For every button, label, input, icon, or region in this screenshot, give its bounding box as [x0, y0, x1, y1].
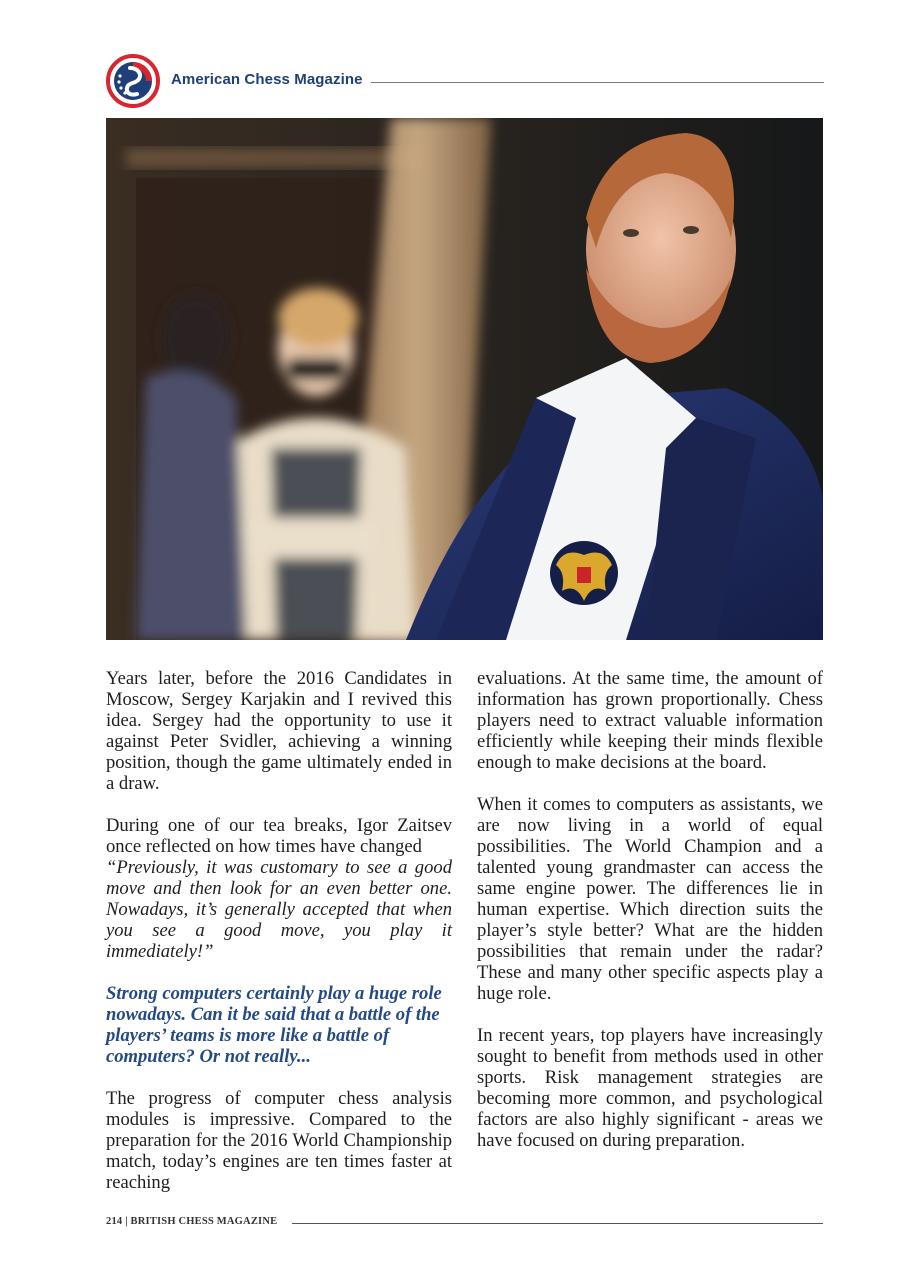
article-left-column — [106, 668, 452, 1214]
paragraph: In recent years, top players have increasingly sought to benefit from methods used in other sports. Risk management strategies are becoming more common, and psychological factors are also highly significant - areas we have focused on during preparation. — [477, 1025, 823, 1151]
paragraph: evaluations. At the same time, the amount of information has grown proportionally. Chess players need to extract valuable information efficiently while keeping their minds flexible enough to make decisions at the board. — [477, 668, 823, 773]
page-number: 214 — [106, 1216, 123, 1227]
footer-separator: | — [125, 1216, 128, 1227]
page-footer — [106, 1216, 823, 1230]
paragraph-lead: During one of our tea breaks, Igor Zaitsev once reflected on how times have changed — [106, 815, 452, 857]
zaitsev-quote: “Previously, it was customary to see a good move and then look for an even better one. Nowadays, it’s generally accepted that when you see a good move, you play it immediately!” — [106, 857, 452, 962]
paragraph — [106, 815, 452, 857]
article-photo — [106, 118, 823, 640]
magazine-logo-icon — [106, 54, 160, 108]
footer-divider — [292, 1223, 823, 1224]
page-header — [106, 54, 824, 110]
paragraph: Years later, before the 2016 Candidates in Moscow, Sergey Karjakin and I revived this idea. Sergey had the opportunity to use it against Peter Svidler, achieving a winning position, though the game ultimately ended in a draw. — [106, 668, 452, 794]
magazine-title: American Chess Magazine — [171, 71, 363, 88]
footer-label — [106, 1216, 277, 1227]
header-divider — [371, 82, 824, 83]
article-right-column — [477, 668, 823, 1172]
paragraph: The progress of computer chess analysis modules is impressive. Compared to the preparation for the 2016 World Championship match, today’s engines are ten times faster at reaching — [106, 1088, 452, 1193]
paragraph: When it comes to computers as assistants, we are now living in a world of equal possibilities. The World Champion and a talented young grandmaster can access the same engine power. The differences lie in human expertise. Which direction suits the player’s style better? What are the hidden possibilities that remain under the radar? These and many other specific aspects play a huge role. — [477, 794, 823, 1004]
interview-question: Strong computers certainly play a huge role nowadays. Can it be said that a battle of the players’ teams is more like a battle of computers? Or not really... — [106, 983, 442, 1067]
publication-name: BRITISH CHESS MAGAZINE — [130, 1216, 278, 1227]
photo-illustration — [106, 118, 823, 640]
